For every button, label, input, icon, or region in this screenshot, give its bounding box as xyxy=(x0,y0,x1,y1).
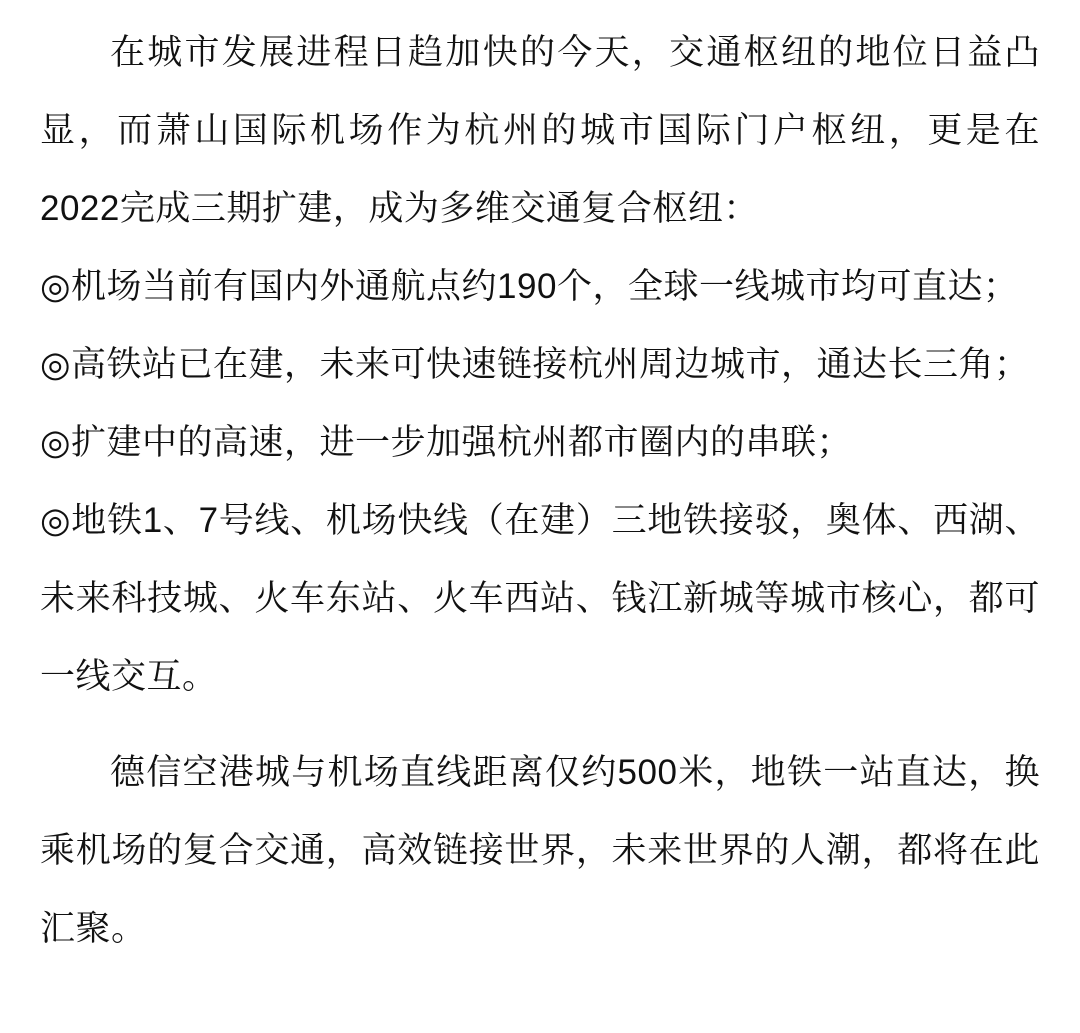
list-item-metro xyxy=(40,482,1040,716)
list-item-highspeed-rail-text: 高铁站已在建，未来可快速链接杭州周边城市，通达长三角； xyxy=(71,345,1030,384)
bullet-marker-highspeed-rail: ◎ xyxy=(40,345,72,384)
bullet-marker-expressway: ◎ xyxy=(40,423,72,462)
document-body xyxy=(40,14,1040,968)
bullet-marker-metro: ◎ xyxy=(40,501,72,540)
list-item-metro-text: 地铁1、7号线、机场快线（在建）三地铁接驳，奥体、西湖、未来科技城、火车东站、火车西站、钱江新城等城市核心，都可一线交互。 xyxy=(40,501,1040,696)
list-item-airport xyxy=(40,248,1040,326)
bullet-marker-airport: ◎ xyxy=(40,267,72,306)
paragraph-closing: 德信空港城与机场直线距离仅约500米，地铁一站直达，换乘机场的复合交通，高效链接世界，未来世界的人潮，都将在此汇聚。 xyxy=(40,753,1040,948)
list-item-expressway xyxy=(40,404,1040,482)
paragraph-spacer xyxy=(40,716,1040,734)
list-item-airport-text: 机场当前有国内外通航点约190个，全球一线城市均可直达； xyxy=(71,267,1019,306)
paragraph-intro: 在城市发展进程日趋加快的今天，交通枢纽的地位日益凸显，而萧山国际机场作为杭州的城市国际门户枢纽，更是在2022完成三期扩建，成为多维交通复合枢纽： xyxy=(40,33,1040,228)
list-item-highspeed-rail xyxy=(40,326,1040,404)
list-item-expressway-text: 扩建中的高速，进一步加强杭州都市圈内的串联； xyxy=(71,423,853,462)
